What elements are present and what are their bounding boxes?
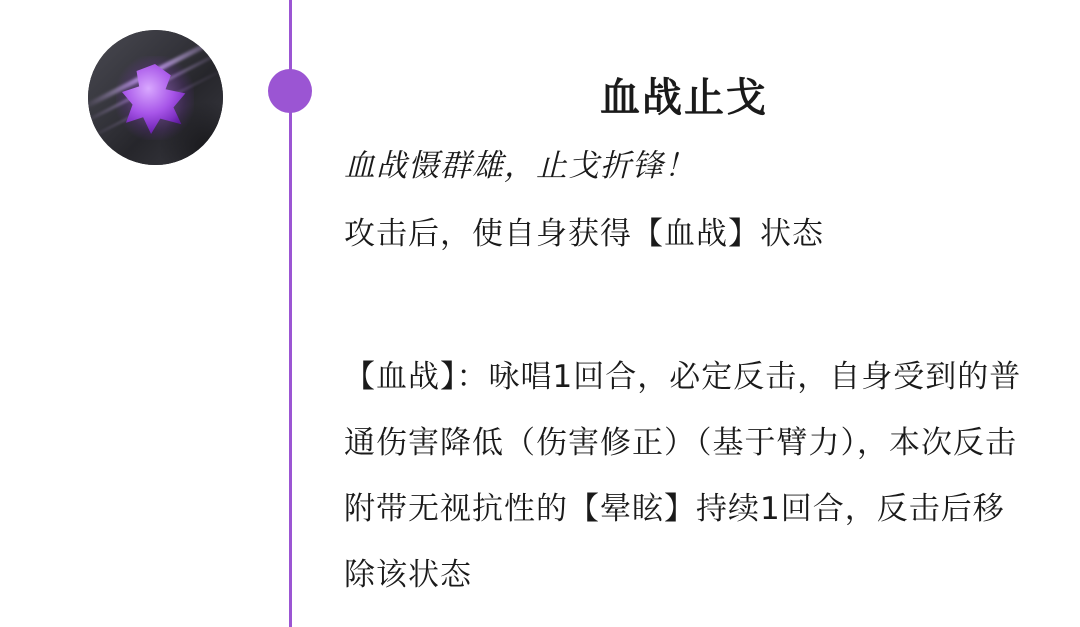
skill-description: 【血战】：咏唱1回合，必定反击，自身受到的普通伤害降低（伤害修正）（基于臂力），本次反击附带无视抗性的【晕眩】持续1回合，反击后移除该状态	[344, 359, 1022, 593]
page-title: 血战止戈	[600, 75, 768, 121]
timeline-node-dot	[268, 69, 312, 113]
icon-vignette	[159, 101, 223, 165]
skill-effect-line: 攻击后，使自身获得【血战】状态	[344, 216, 824, 252]
skill-icon	[88, 30, 223, 165]
skill-flavor-text: 血战慑群雄，止戈折锋！	[344, 148, 696, 184]
skill-content	[340, 0, 1040, 627]
